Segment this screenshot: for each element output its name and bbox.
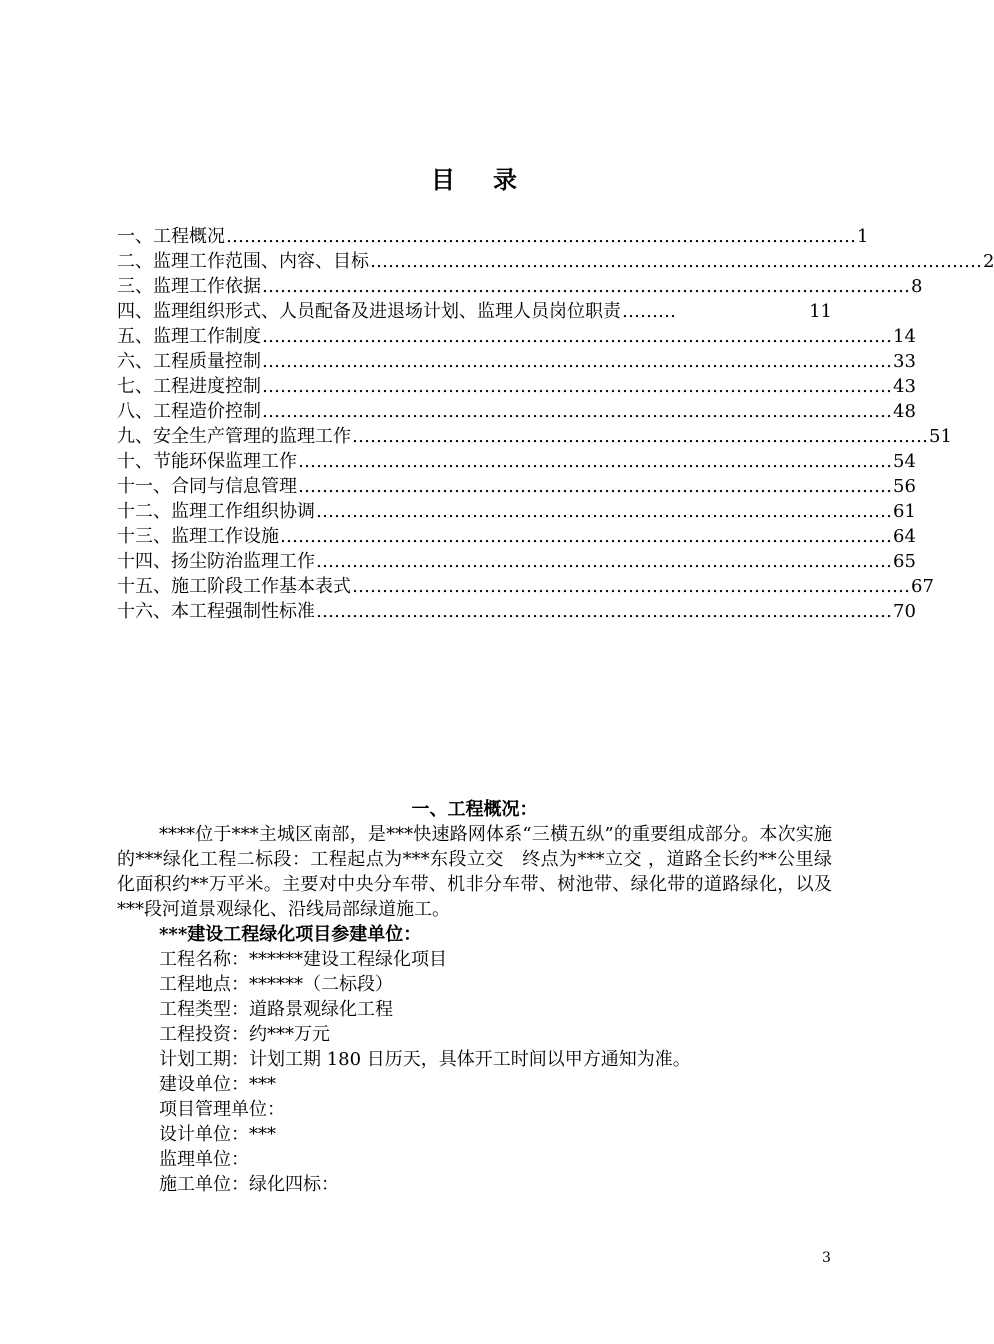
project-info-line: 建设单位：*** — [159, 1074, 276, 1095]
toc-entry-label: 六、工程质量控制 — [117, 351, 261, 372]
toc-entry — [117, 299, 832, 324]
toc-entry-leader: ………………………………………………………………………………………… — [280, 526, 892, 547]
toc-entry-page: 48 — [893, 401, 916, 422]
toc-entry — [117, 274, 923, 299]
toc-entry-leader: ……………………………………………………………………………………… — [298, 451, 892, 472]
toc-entry-page: 70 — [893, 601, 916, 622]
toc-entry-leader: ……………………………………………………………………………………………… — [262, 276, 910, 297]
toc-entry-page: 43 — [893, 376, 916, 397]
toc-entry-label: 十、节能环保监理工作 — [117, 451, 297, 472]
toc-entry-label: 三、监理工作依据 — [117, 276, 261, 297]
project-info-line: 工程投资：约***万元 — [159, 1024, 330, 1045]
toc-entry-leader: ………………………………………………………………………………… — [352, 576, 910, 597]
toc-entry-leader: …………………………………………………………………………………………… — [262, 326, 892, 347]
project-info-line: 施工单位：绿化四标： — [159, 1174, 339, 1195]
toc-entry — [117, 524, 916, 549]
toc-entry-page: 2 — [983, 251, 994, 272]
toc-entry-label: 四、监理组织形式、人员配备及进退场计划、监理人员岗位职责 — [117, 301, 621, 322]
toc-entry — [117, 324, 916, 349]
toc-entry — [117, 374, 916, 399]
toc-entry-leader: …………………………………………………………………………………… — [316, 551, 892, 572]
project-info-line: 工程地点：******（二标段） — [159, 974, 393, 995]
toc-entry-leader: …………………………………………………………………………………………… — [262, 401, 892, 422]
toc-entry-leader: …………………………………………………………………………………………… — [226, 226, 856, 247]
project-info-line: 设计单位：*** — [159, 1124, 276, 1145]
toc-entry-leader: …………………………………………………………………………………………… — [262, 351, 892, 372]
toc-entry-label: 五、监理工作制度 — [117, 326, 261, 347]
toc-entry-leader: …………………………………………………………………………………… — [316, 601, 892, 622]
toc-entry-leader: …………………………………………………………………………………………… — [262, 376, 892, 397]
toc-entry — [117, 449, 916, 474]
project-info-line: 工程类型：道路景观绿化工程 — [159, 999, 393, 1020]
toc-entry-label: 十五、施工阶段工作基本表式 — [117, 576, 351, 597]
toc-entry — [117, 474, 916, 499]
toc-entry-label: 十六、本工程强制性标准 — [117, 601, 315, 622]
toc-entry-page: 33 — [893, 351, 916, 372]
project-info-line: 计划工期：计划工期 180 日历天，具体开工时间以甲方通知为准。 — [159, 1049, 691, 1070]
project-info-line: 项目管理单位： — [159, 1099, 285, 1120]
toc-entry-leader: ………………………………………………………………………………………… — [370, 251, 982, 272]
toc-entry-page: 1 — [857, 226, 869, 247]
table-of-contents — [117, 224, 994, 624]
toc-entry-label: 二、监理工作范围、内容、目标 — [117, 251, 369, 272]
toc-entry — [117, 499, 916, 524]
toc-entry — [117, 574, 934, 599]
toc-entry — [117, 224, 869, 249]
toc-entry-leader: …………………………………………………………………………………… — [316, 501, 892, 522]
toc-entry-label: 十三、监理工作设施 — [117, 526, 279, 547]
toc-entry-label: 十一、合同与信息管理 — [117, 476, 297, 497]
toc-entry-page: 14 — [893, 326, 916, 347]
toc-entry-page: 65 — [893, 551, 916, 572]
page-number: 3 — [822, 1250, 831, 1266]
toc-entry — [117, 599, 916, 624]
project-info-line: 监理单位： — [159, 1149, 249, 1170]
toc-entry — [117, 549, 916, 574]
toc-entry-label: 十二、监理工作组织协调 — [117, 501, 315, 522]
toc-title-right: 录 — [493, 165, 519, 194]
toc-entry-leader: ……………………………………………………………………………………… — [298, 476, 892, 497]
toc-entry — [117, 249, 994, 274]
toc-entry — [117, 399, 916, 424]
toc-entry-label: 一、工程概况 — [117, 226, 225, 247]
toc-entry-page: 67 — [911, 576, 934, 597]
toc-entry-label: 九、安全生产管理的监理工作 — [117, 426, 351, 447]
toc-entry-page: 8 — [911, 276, 923, 297]
toc-entry-leader: …………………………………………………………………………………… — [352, 426, 928, 447]
toc-entry-label: 十四、扬尘防治监理工作 — [117, 551, 315, 572]
participants-subheading: ***建设工程绿化项目参建单位： — [159, 924, 422, 945]
toc-title-left: 目 — [431, 165, 457, 194]
toc-entry-page: 51 — [929, 426, 952, 447]
toc-entry-page: 64 — [893, 526, 916, 547]
toc-entry — [117, 349, 916, 374]
section-heading: 一、工程概况： — [411, 799, 538, 820]
toc-entry-page: 11 — [809, 301, 832, 322]
toc-entry-page: 61 — [893, 501, 916, 522]
toc-entry — [117, 424, 952, 449]
section-project-overview — [117, 797, 832, 1197]
overview-paragraph: ****位于***主城区南部，是***快速路网体系“三横五纵”的重要组成部分。本次实施的***绿化工程二标段：工程起点为***东段立交 终点为***立交 ，道路全长约**公里绿化面积约**万平米。主要对中央分车带、机非分车带、树池带、绿化带的道路绿化，以及***段河道景观绿化、沿线局部绿道施工。 — [117, 824, 832, 920]
project-info-list — [117, 947, 832, 1197]
toc-entry-page: 54 — [893, 451, 916, 472]
toc-title — [0, 160, 950, 195]
toc-entry-leader: ……… — [622, 301, 676, 322]
toc-entry-label: 八、工程造价控制 — [117, 401, 261, 422]
project-info-line: 工程名称：******建设工程绿化项目 — [159, 949, 447, 970]
toc-entry-label: 七、工程进度控制 — [117, 376, 261, 397]
toc-entry-page: 56 — [893, 476, 916, 497]
